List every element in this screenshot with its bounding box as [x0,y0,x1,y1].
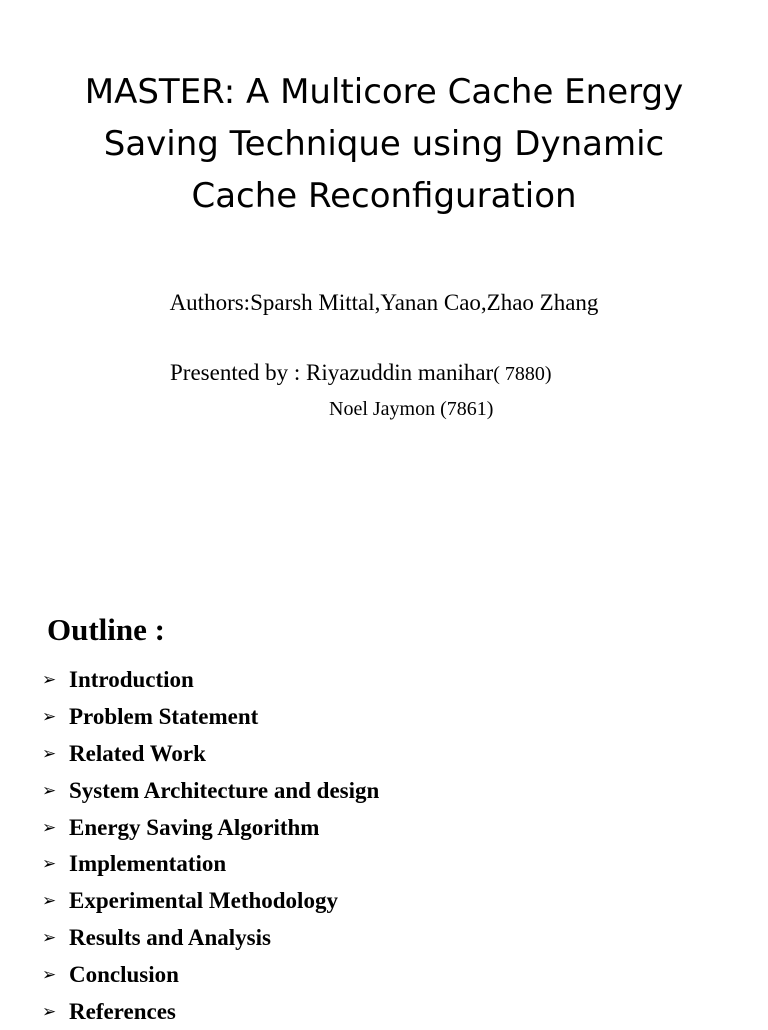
authors-line: Authors:Sparsh Mittal,Yanan Cao,Zhao Zhang [169,290,599,315]
outline-item-label: Related Work [69,740,206,766]
presented-by-label: Presented by : Riyazuddin manihar [170,360,494,385]
presenter-1-id: ( 7880) [493,363,552,385]
arrow-bullet-icon: ➢ [42,891,57,912]
title-line-3: Cache Reconfiguration [191,176,577,216]
arrow-bullet-icon: ➢ [42,743,57,764]
title-line-1: MASTER: A Multicore Cache Energy [84,72,684,112]
outline-item [42,883,379,920]
outline-item [42,809,379,846]
outline-item [42,736,379,773]
outline-item [42,699,379,736]
outline-heading: Outline : [47,612,165,647]
arrow-bullet-icon: ➢ [42,854,57,875]
outline-item-label: Results and Analysis [69,924,271,950]
outline-item-label: Energy Saving Algorithm [69,814,320,840]
outline-item-label: Implementation [69,851,227,877]
presenter-2: Noel Jaymon (7861) [329,398,494,420]
outline-item-label: Conclusion [69,961,179,987]
outline-item [42,846,379,883]
title-line-2: Saving Technique using Dynamic [103,124,665,164]
arrow-bullet-icon: ➢ [42,1001,57,1022]
outline-item-label: References [69,998,176,1024]
arrow-bullet-icon: ➢ [42,670,57,691]
outline-item [42,662,379,699]
outline-list [42,662,379,1030]
outline-item-label: Experimental Methodology [69,888,338,914]
outline-item-label: Introduction [69,667,194,693]
arrow-bullet-icon: ➢ [42,927,57,948]
outline-item [42,772,379,809]
outline-item [42,920,379,957]
arrow-bullet-icon: ➢ [42,964,57,985]
presented-by-line [170,358,552,389]
slide-title [0,66,768,222]
outline-item-label: System Architecture and design [69,777,380,803]
outline-item-label: Problem Statement [69,704,259,730]
arrow-bullet-icon: ➢ [42,817,57,838]
arrow-bullet-icon: ➢ [42,780,57,801]
outline-item [42,993,379,1030]
outline-item [42,956,379,993]
arrow-bullet-icon: ➢ [42,707,57,728]
